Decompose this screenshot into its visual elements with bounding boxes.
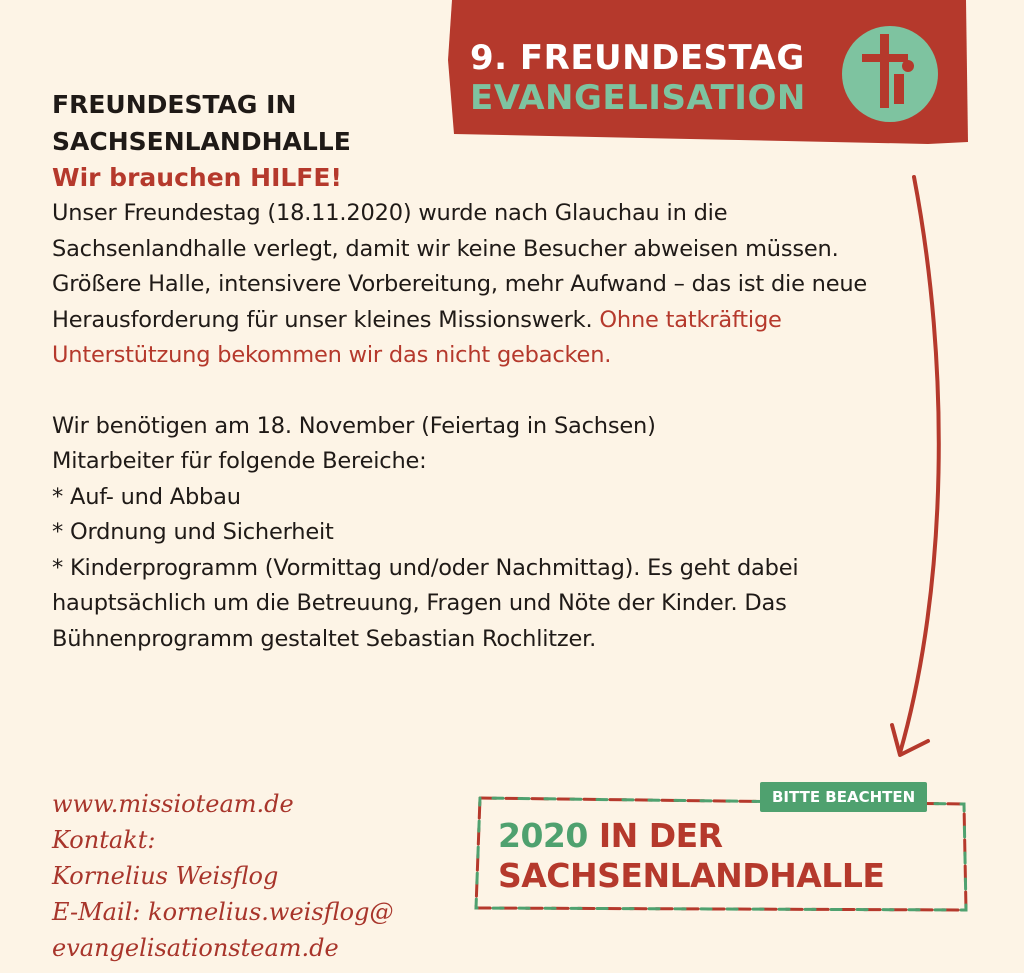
- notice-year: 2020: [498, 816, 588, 855]
- article-paragraph-2: [52, 409, 912, 480]
- notice-line1-rest: IN DER: [587, 816, 723, 855]
- list-item: * Ordnung und Sicherheit: [52, 519, 334, 545]
- notice-line1: [498, 816, 723, 855]
- contact-name: Kornelius Weisflog: [52, 862, 279, 890]
- email-line2[interactable]: evangelisationsteam.de: [52, 934, 339, 962]
- banner-title-line1: 9. FREUNDESTAG: [470, 38, 805, 78]
- banner-title-line2: EVANGELISATION: [470, 78, 806, 118]
- email-line1[interactable]: E-Mail: kornelius.weisflog@: [52, 898, 394, 926]
- notice-box: [466, 790, 972, 916]
- website-link[interactable]: www.missioteam.de: [52, 790, 294, 818]
- paragraph-1-accent: Ohne tatkräftige Unterstützung bekommen wir das nicht gebacken.: [52, 306, 782, 368]
- article-headline: FREUNDESTAG IN SACHSENLANDHALLE: [52, 90, 351, 156]
- curved-arrow-icon: [870, 165, 960, 775]
- paragraph-2-line1: Wir benötigen am 18. November (Feiertag in Sachsen): [52, 412, 656, 439]
- helper-area-list: [52, 480, 912, 658]
- list-item: * Kinderprogramm (Vormittag und/oder Nachmittag). Es geht dabei hauptsächlich um die Betreuung, Fragen und Nöte der Kinder. Das Bühnenprogramm gestaltet Sebastian Rochlitzer.: [52, 554, 799, 652]
- article-subhead: Wir brauchen HILFE!: [52, 163, 342, 192]
- contact-label: Kontakt:: [52, 826, 156, 854]
- notice-line2: SACHSENLANDHALLE: [498, 856, 885, 895]
- paragraph-1-text: Unser Freundestag (18.11.2020) wurde nach Glauchau in die Sachsenlandhalle verlegt, damit wir keine Besucher abweisen müssen. Größere Halle, intensivere Vorbereitung, mehr Aufwand – das ist die neue Herausforderung für unser kleines Missionswerk.: [52, 200, 868, 333]
- paragraph-2-line2: Mitarbeiter für folgende Bereiche:: [52, 448, 427, 474]
- article: [52, 86, 912, 657]
- list-item: * Auf- und Abbau: [52, 483, 241, 510]
- article-paragraph-1: [52, 196, 912, 374]
- notice-badge: BITTE BEACHTEN: [760, 782, 927, 812]
- contact-block: [52, 786, 393, 966]
